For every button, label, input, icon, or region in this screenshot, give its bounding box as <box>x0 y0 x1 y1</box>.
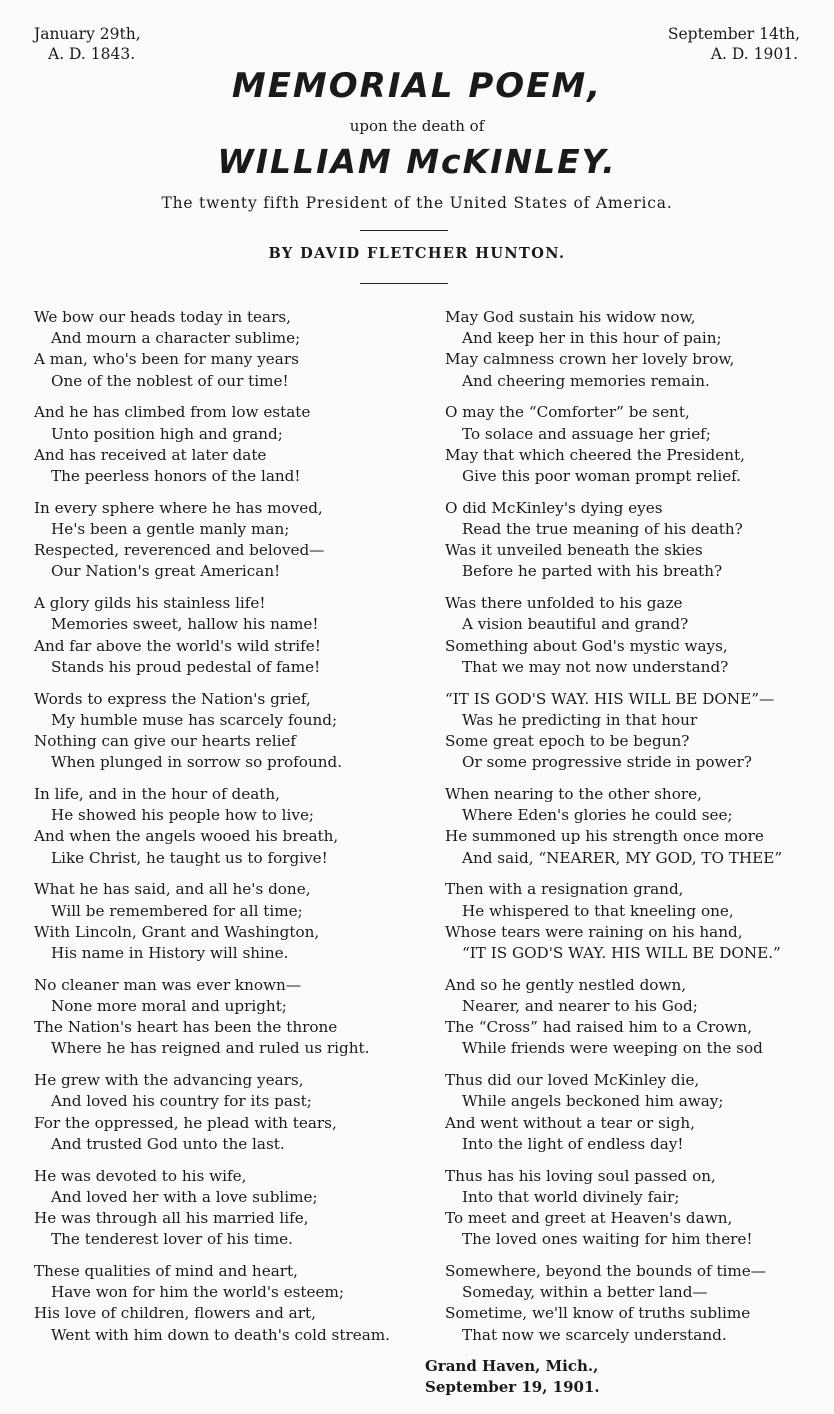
poem-line: And went without a tear or sigh, <box>445 1113 695 1132</box>
signoff-place: Grand Haven, Mich., <box>425 1357 599 1375</box>
poem-line: When nearing to the other shore, <box>445 785 702 804</box>
poem-line: He was through all his married life, <box>34 1209 309 1228</box>
poem-line: Was there unfolded to his gaze <box>445 594 683 613</box>
poem-line: Read the true meaning of his death? <box>462 520 743 539</box>
poem-line: Whose tears were raining on his hand, <box>445 922 743 941</box>
stanza <box>445 689 830 774</box>
poem-line: We bow our heads today in tears, <box>34 308 291 326</box>
poem-line: Something about God's mystic ways, <box>445 636 728 655</box>
poem-line: And said, “NEARER, MY GOD, TO THEE” <box>462 848 783 867</box>
poem-line: The Nation's heart has been the throne <box>34 1018 338 1037</box>
poem-line: The tenderest lover of his time. <box>51 1230 293 1249</box>
stanza <box>445 498 830 583</box>
poem-line: O may the “Comforter” be sent, <box>445 403 690 422</box>
poem-line: “IT IS GOD'S WAY. HIS WILL BE DONE”— <box>445 689 775 708</box>
divider-bottom <box>360 283 448 284</box>
death-date <box>668 24 800 64</box>
stanza <box>34 498 394 583</box>
poem-line: O did McKinley's dying eyes <box>445 498 663 517</box>
stanza <box>34 1166 394 1251</box>
poem-line: None more moral and upright; <box>51 997 287 1016</box>
poem-line: He grew with the advancing years, <box>34 1071 304 1090</box>
poem-line: And trusted God unto the last. <box>51 1134 285 1153</box>
poem-line: Or some progressive stride in power? <box>462 753 752 772</box>
poem-line: My humble muse has scarcely found; <box>51 710 338 729</box>
poem-line: Some great epoch to be begun? <box>445 732 690 751</box>
poem-line: Into the light of endless day! <box>462 1134 684 1153</box>
poem-line: Went with him down to death's cold stream. <box>51 1325 390 1344</box>
poem-line: Somewhere, beyond the bounds of time— <box>445 1262 766 1281</box>
poem-line: That we may not now understand? <box>462 657 729 676</box>
upon-the-death-of: upon the death of <box>349 117 485 135</box>
poem-line: And mourn a character sublime; <box>51 329 301 348</box>
poem-line: For the oppressed, he plead with tears, <box>34 1113 337 1132</box>
stanza <box>445 1166 830 1251</box>
stanza <box>34 1261 394 1346</box>
stanza <box>445 1070 830 1155</box>
subject-name: WILLIAM McKINLEY. <box>217 142 617 181</box>
poem-line: He summoned up his strength once more <box>445 827 764 846</box>
poem-line: Have won for him the world's esteem; <box>51 1283 345 1302</box>
poem-line: Words to express the Nation's grief, <box>34 689 311 708</box>
poem-line: And loved his country for its past; <box>51 1092 312 1111</box>
stanza <box>34 879 394 964</box>
stanza <box>445 879 830 964</box>
poem-line: Respected, reverenced and beloved— <box>34 541 325 560</box>
poem-line: May that which cheered the President, <box>445 445 745 464</box>
poem-line: Into that world divinely fair; <box>462 1187 680 1206</box>
stanza <box>34 975 394 1060</box>
stanza <box>445 593 830 678</box>
birth-date <box>34 24 141 64</box>
poem-line: One of the noblest of our time! <box>51 371 289 390</box>
poem-line: And far above the world's wild strife! <box>34 636 321 655</box>
poem-line: Was he predicting in that hour <box>462 710 698 729</box>
poem-line: Was it unveiled beneath the skies <box>445 541 703 560</box>
poem-line: And so he gently nestled down, <box>445 975 687 994</box>
poem-line: And has received at later date <box>34 445 267 464</box>
stanza <box>34 307 394 392</box>
poem-line: Nearer, and nearer to his God; <box>462 997 698 1016</box>
stanza <box>445 307 830 392</box>
stanza <box>34 1070 394 1155</box>
poem-title: MEMORIAL POEM, <box>231 66 603 106</box>
poem-line: Where he has reigned and ruled us right. <box>51 1039 370 1058</box>
poem-line: A man, who's been for many years <box>34 350 299 369</box>
poem-line: What he has said, and all he's done, <box>34 880 311 899</box>
poem-line: A vision beautiful and grand? <box>462 615 689 634</box>
poem-line: When plunged in sorrow so profound. <box>51 753 343 772</box>
signoff <box>425 1356 600 1398</box>
poem-line: Memories sweet, hallow his name! <box>51 615 319 634</box>
poem-line: Then with a resignation grand, <box>445 880 684 899</box>
poem-line: The peerless honors of the land! <box>51 467 301 486</box>
poem-line: And when the angels wooed his breath, <box>34 827 339 846</box>
poem-line: Someday, within a better land— <box>462 1283 708 1302</box>
poem-line: Sometime, we'll know of truths sublime <box>445 1304 751 1323</box>
poem-line: Where Eden's glories he could see; <box>462 806 733 825</box>
stanza <box>445 784 830 869</box>
poem-line: He's been a gentle manly man; <box>51 520 290 539</box>
subtitle: The twenty fifth President of the United States of America. <box>161 194 673 212</box>
poem-line: No cleaner man was ever known— <box>34 975 302 994</box>
poem-line: His love of children, flowers and art, <box>34 1304 316 1323</box>
poem-line: His name in History will shine. <box>51 944 289 963</box>
poem-line: Before he parted with his breath? <box>462 562 723 581</box>
poem-line: And he has climbed from low estate <box>34 403 311 422</box>
poem-line: These qualities of mind and heart, <box>34 1262 298 1281</box>
poem-line: In every sphere where he has moved, <box>34 498 323 517</box>
stanza <box>34 402 394 487</box>
poem-right-column <box>445 307 830 1356</box>
divider-top <box>360 230 448 231</box>
death-date-line-1: September 14th, <box>667 25 800 43</box>
stanza <box>445 1261 830 1346</box>
poem-line: The “Cross” had raised him to a Crown, <box>445 1018 753 1037</box>
poem-line: Nothing can give our hearts relief <box>34 732 297 751</box>
poem-left-column <box>34 307 394 1356</box>
poem-line: A glory gilds his stainless life! <box>34 594 266 613</box>
poem-line: May calmness crown her lovely brow, <box>445 350 735 369</box>
stanza <box>34 784 394 869</box>
poem-line: Give this poor woman prompt relief. <box>462 467 742 486</box>
birth-date-line-1: January 29th, <box>34 25 141 43</box>
poem-line: Stands his proud pedestal of fame! <box>51 657 321 676</box>
poem-line: Unto position high and grand; <box>51 424 283 443</box>
poem-line: And keep her in this hour of pain; <box>462 329 722 348</box>
stanza <box>445 975 830 1060</box>
poem-line: He whispered to that kneeling one, <box>462 901 734 920</box>
stanza <box>34 593 394 678</box>
poem-line: Like Christ, he taught us to forgive! <box>51 848 328 867</box>
poem-line: “IT IS GOD'S WAY. HIS WILL BE DONE.” <box>462 944 781 963</box>
poem-line: Thus did our loved McKinley die, <box>445 1071 700 1090</box>
poem-line: That now we scarcely understand. <box>462 1325 727 1344</box>
poem-line: To solace and assuage her grief; <box>462 424 711 443</box>
poem-line: While friends were weeping on the sod <box>462 1039 763 1058</box>
stanza <box>34 689 394 774</box>
poem-line: In life, and in the hour of death, <box>34 785 281 804</box>
death-date-line-2: A. D. 1901. <box>710 45 798 63</box>
poem-line: He showed his people how to live; <box>51 806 315 825</box>
poem-line: To meet and greet at Heaven's dawn, <box>445 1209 733 1228</box>
poem-line: While angels beckoned him away; <box>462 1092 724 1111</box>
stanza <box>445 402 830 487</box>
poem-line: He was devoted to his wife, <box>34 1166 247 1185</box>
poem-line: The loved ones waiting for him there! <box>462 1230 753 1249</box>
birth-date-line-2: A. D. 1843. <box>48 45 136 63</box>
poem-line: Will be remembered for all time; <box>51 901 303 920</box>
poem-line: And loved her with a love sublime; <box>51 1187 318 1206</box>
author-byline: BY DAVID FLETCHER HUNTON. <box>268 245 566 262</box>
poem-line: And cheering memories remain. <box>462 371 710 390</box>
signoff-date: September 19, 1901. <box>425 1378 600 1396</box>
poem-line: Our Nation's great American! <box>51 562 281 581</box>
poem-line: With Lincoln, Grant and Washington, <box>34 922 320 941</box>
poem-line: May God sustain his widow now, <box>445 308 696 326</box>
poem-line: Thus has his loving soul passed on, <box>445 1166 716 1185</box>
